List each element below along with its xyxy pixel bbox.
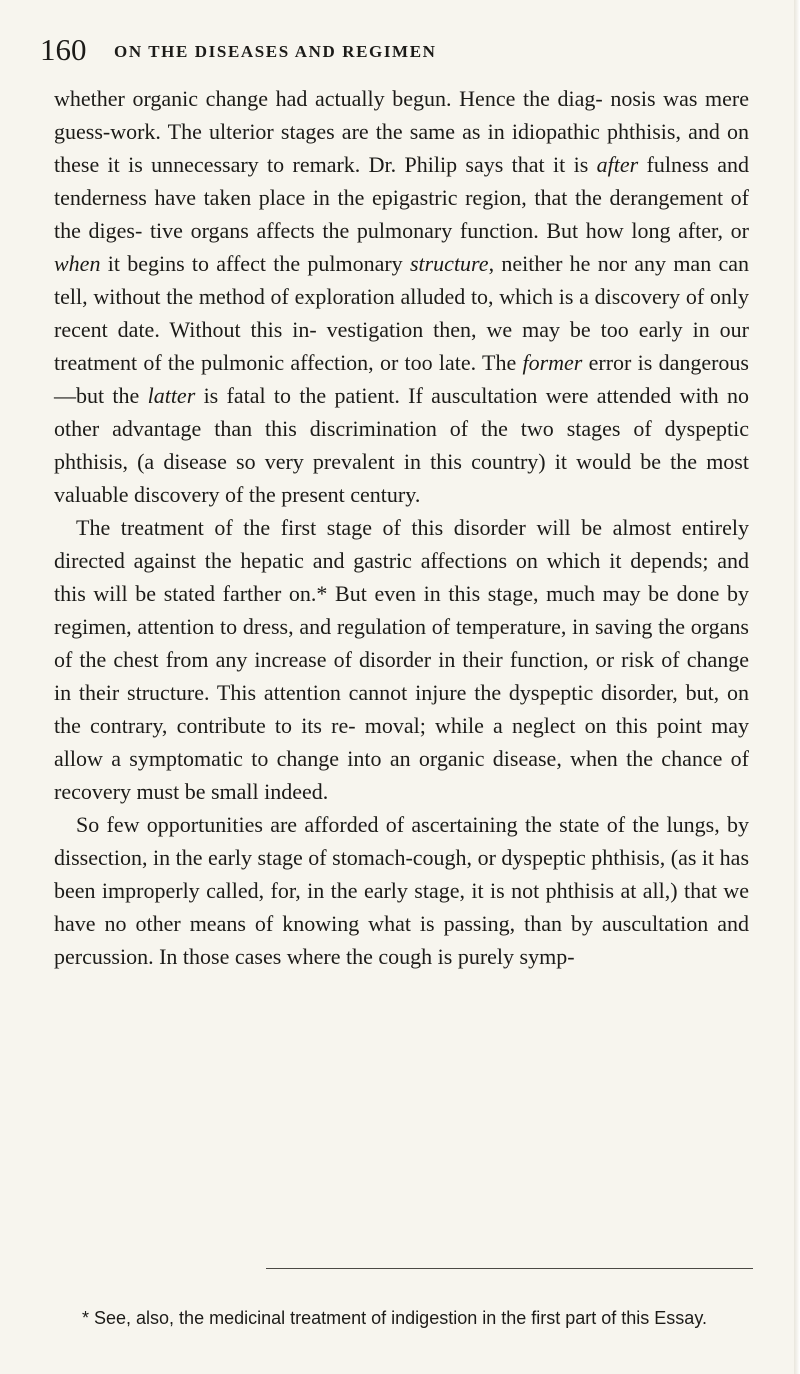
text-run: error is dangerous —but the — [54, 350, 749, 408]
body-text — [54, 82, 749, 973]
italic-word: after — [596, 152, 639, 177]
italic-word: former — [522, 350, 583, 375]
paragraph-2: The treatment of the first stage of this disorder will be almost entirely directed against the hepatic and gastric affections on which it depends; and this will be stated farther on.* But even in this stage, much may be done by regimen, attention to dress, and regulation of temperature, in saving the organs of the chest from any increase of disorder in their function, or risk of change in their structure. This attention cannot injure the dyspeptic disorder, but, on the contrary, contribute to its re- moval; while a neglect on this point may allow a symptomatic to change into an organic disease, when the chance of recovery must be small indeed. — [54, 515, 749, 804]
page-number: 160 — [40, 32, 87, 67]
page-header — [40, 30, 760, 70]
italic-word: latter — [147, 383, 196, 408]
text-run: it begins to affect the pulmonary — [100, 251, 410, 276]
text-run: whether organic change had actually begun. Hence the diag- nosis was mere guess-work. The ulterior stages are the same as in idiopathic phthisis, and on these it is unnecessary to remark. Dr. Philip says that it is — [54, 86, 749, 177]
text-run: , neither he nor any man can tell, without the method of exploration alluded to, which is a discovery of only recent date. Without this in- vestigation then, we may be too early in our treatment of the pulmonic affection, or too late. The — [54, 251, 749, 375]
footnote: * See, also, the medicinal treatment of indigestion in the first part of this Essay. — [82, 1308, 707, 1328]
italic-word: when — [54, 251, 101, 276]
text-run: fulness and tenderness have taken place in the epigastric region, that the derangement of the diges- tive organs affects the pulmonary function. But how long after, or — [54, 152, 749, 243]
page-edge — [794, 0, 800, 1374]
running-head: ON THE DISEASES AND REGIMEN — [114, 42, 437, 61]
paragraph-1 — [54, 82, 749, 511]
italic-word: structure — [409, 251, 489, 276]
footnote-rule — [266, 1268, 753, 1269]
text-run: is fatal to the patient. If auscultation were attended with no other advantage than this discrimination of the two stages of dyspeptic phthisis, (a disease so very prevalent in this country) it would be the most valuable discovery of the present century. — [54, 383, 749, 507]
paragraph-3: So few opportunities are afforded of ascertaining the state of the lungs, by dissection, in the early stage of stomach-cough, or dyspeptic phthisis, (as it has been improperly called, for, in the early stage, it is not phthisis at all,) that we have no other means of knowing what is passing, than by auscultation and percussion. In those cases where the cough is purely symp- — [54, 812, 749, 969]
